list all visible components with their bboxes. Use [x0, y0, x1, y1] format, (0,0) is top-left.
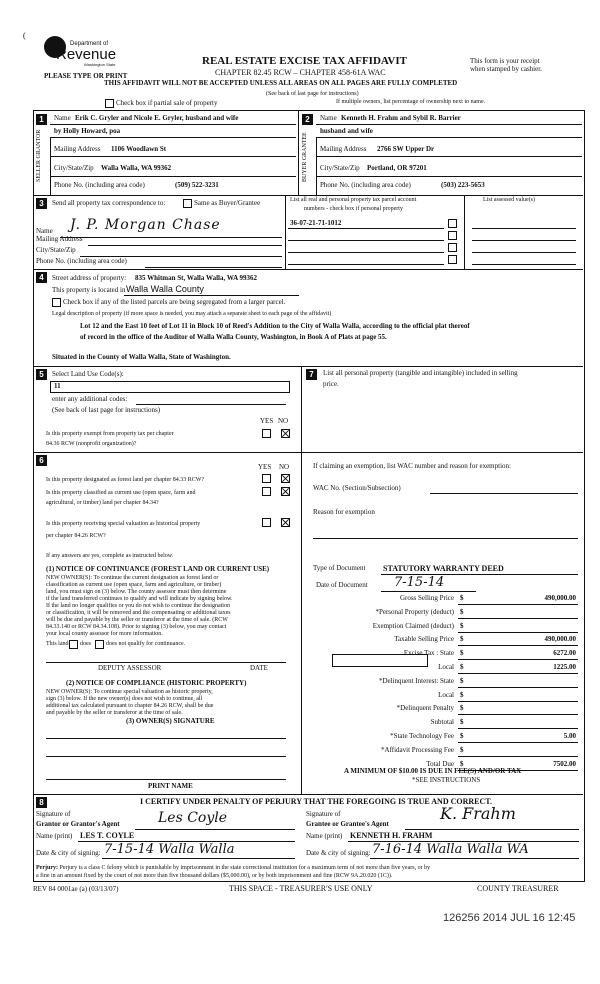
parcel-4-personal-checkbox[interactable]: [448, 255, 457, 264]
amount-value[interactable]: 490,000.00: [544, 635, 576, 643]
form-notice: THIS AFFIDAVIT WILL NOT BE ACCEPTED UNLESS ALL AREAS ON ALL PAGES ARE FULLY COMPLETED: [104, 79, 458, 87]
form-chapter: CHAPTER 82.45 RCW – CHAPTER 458-61A WAC: [215, 68, 386, 77]
amount-label: Local: [438, 691, 454, 699]
amount-label: Local: [438, 663, 454, 671]
dollar-sign: $: [460, 677, 464, 685]
see-instructions: *SEE INSTRUCTIONS: [412, 776, 481, 784]
s6-q1-yes-checkbox[interactable]: [262, 474, 271, 483]
amount-underline: [458, 673, 578, 674]
land-use-label: Select Land Use Code(s):: [52, 370, 124, 378]
grantee-sig-label-2: Grantee or Grantee's Agent: [306, 820, 389, 828]
please-type: PLEASE TYPE OR PRINT: [44, 72, 128, 80]
form-title: REAL ESTATE EXCISE TAX AFFIDAVIT: [202, 55, 407, 67]
s3-phone-label: Phone No. (including area code): [36, 257, 127, 265]
notice-1-line: your local county assessor for more information.: [46, 631, 163, 637]
recording-stamp: 126256 2014 JUL 16 12:45: [443, 912, 576, 924]
s5-q1-no-checkbox[interactable]: [281, 429, 290, 438]
s6-q2b: agricultural, or timber) land per chapter 84.34?: [46, 500, 159, 506]
amount-underline: [458, 604, 578, 605]
same-as-buyer-checkbox[interactable]: [183, 199, 192, 208]
amount-underline: [458, 645, 578, 646]
doc-type: STATUTORY WARRANTY DEED: [383, 564, 504, 573]
located-county: Walla Walla County: [126, 284, 204, 294]
doc-type-label: Type of Document: [313, 564, 366, 572]
amount-label: Taxable Selling Price: [394, 635, 454, 643]
grantee-date-city: 7-16-14 Walla Walla WA: [372, 842, 529, 857]
s6-q2-yes-checkbox[interactable]: [262, 487, 271, 496]
amount-value[interactable]: 1225.00: [553, 663, 576, 671]
buyer-phone-label: Phone No. (including area code): [320, 181, 411, 189]
notice-2-line: additional tax calculated pursuant to chapter 84.26 RCW, shall be due: [46, 703, 214, 709]
amount-label: *Delinquent Penalty: [396, 704, 454, 712]
s5-q1b: 84.36 RCW (nonprofit organization)?: [46, 441, 137, 447]
grantee-signature: K. Frahm: [440, 804, 516, 823]
notice-1-line: If the land no longer qualifies or you do not wish to continue the designation: [46, 603, 230, 609]
s5-q1-yes-checkbox[interactable]: [262, 429, 271, 438]
print-name-label: PRINT NAME: [148, 782, 193, 790]
same-as-buyer-label: Same as Buyer/Grantee: [194, 199, 261, 207]
personal-property-label-1: List all personal property (tangible and intangible) included in selling: [323, 369, 518, 377]
see-back: (See back of last page for instructions): [266, 91, 359, 97]
send-correspondence-label: Send all property tax correspondence to:: [52, 199, 166, 207]
perjury-heading: Perjury:: [36, 865, 58, 871]
street-address: 835 Whitman St, Walla Walla, WA 99362: [135, 274, 258, 282]
doc-date-label: Date of Document: [316, 581, 368, 589]
s5-no: NO: [278, 417, 289, 425]
exemption-label: If claiming an exemption, list WAC number and reason for exemption:: [313, 462, 511, 470]
assessed-header: List assessed value(s): [483, 197, 535, 203]
legal-line-2: of record in the office of the Auditor of Walla Walla County, Washington, in Book A of Plats at page 55.: [80, 333, 387, 341]
seller-side-label: SELLER GRANTOR: [36, 129, 42, 182]
section-1-badge: 1: [36, 114, 47, 125]
notice-2-line: NEW OWNER(S): To continue special valuation as historic property,: [46, 689, 213, 695]
this-land-label: This land: [46, 641, 69, 647]
amount-label: Subtotal: [430, 718, 454, 726]
dollar-sign: $: [460, 622, 464, 630]
seller-city: Walla Walla, WA 99362: [101, 164, 172, 172]
amount-label: *Affidavit Processing Fee: [381, 746, 454, 754]
personal-property-label-2: price.: [323, 380, 339, 388]
parcel-1-personal-checkbox[interactable]: [448, 219, 457, 228]
grantee-date-label: Date & city of signing:: [306, 849, 371, 857]
partial-sale-label: Check box if partial sale of property: [116, 99, 218, 107]
s6-q3-yes-checkbox[interactable]: [262, 518, 271, 527]
notice-1-line: 84.33.140 or RCW 84.34.108). Prior to signing (3) below, you may contact: [46, 624, 227, 630]
buyer-city-label: City/State/Zip: [320, 164, 360, 172]
amount-label: Excise Tax : State: [403, 649, 454, 657]
partial-sale-checkbox[interactable]: [105, 99, 114, 108]
dollar-sign: $: [460, 663, 464, 671]
amount-underline: [458, 728, 578, 729]
land-does-not-label: does not qualify for continuance.: [106, 641, 186, 647]
s6-q3-no-checkbox[interactable]: [281, 518, 290, 527]
corner-mark: (: [23, 31, 26, 40]
s3-mail-label: Mailing Address: [36, 235, 83, 243]
seller-name-label: Name: [54, 114, 71, 122]
buyer-mail: 2766 SW Upper Dr: [377, 145, 435, 153]
buyer-mail-label: Mailing Address: [320, 145, 367, 153]
amount-value[interactable]: 5.00: [563, 732, 576, 740]
assessor-date-label: DATE: [250, 664, 268, 672]
grantor-date-label: Date & city of signing:: [36, 849, 101, 857]
seller-mail-label: Mailing Address: [54, 145, 101, 153]
buyer-name: Kenneth H. Frahm and Sybil R. Barrier: [341, 114, 461, 122]
dollar-sign: $: [460, 608, 464, 616]
notice-1-title: (1) NOTICE OF CONTINUANCE (FOREST LAND OR CURRENT USE): [46, 565, 270, 573]
s3-name-handwritten: J. P. Morgan Chase: [70, 217, 221, 233]
deputy-assessor-label: DEPUTY ASSESSOR: [98, 664, 162, 672]
amount-underline: [458, 687, 578, 688]
amount-underline: [458, 742, 578, 743]
receipt-line1: This form is your receipt: [470, 57, 540, 65]
amount-underline: [458, 632, 578, 633]
grantor-print-name: LES T. COYLE: [80, 831, 135, 840]
legal-line-3: Situated in the County of Walla Walla, State of Washington.: [52, 353, 231, 361]
s6-q1: Is this property designated as forest land per chapter 84.33 RCW?: [46, 477, 205, 483]
grantee-sig-label-1: Signature of: [306, 810, 341, 818]
amount-label: Gross Selling Price: [399, 594, 454, 602]
if-any-yes: If any answers are yes, complete as instructed below.: [46, 553, 174, 559]
amount-underline: [458, 701, 578, 702]
s3-city-label: City/State/Zip: [36, 246, 76, 254]
dollar-sign: $: [460, 649, 464, 657]
seller-phone-label: Phone No. (including area code): [54, 181, 145, 189]
grantor-signature: Les Coyle: [158, 810, 228, 826]
amount-value[interactable]: 6272.00: [553, 649, 576, 657]
land-does-label: does: [80, 641, 91, 647]
treasurer-space: THIS SPACE - TREASURER'S USE ONLY: [229, 884, 373, 893]
amount-label: Exemption Claimed (deduct): [372, 622, 454, 630]
section-2-badge: 2: [302, 114, 313, 125]
amount-underline: [458, 756, 578, 757]
grantor-date-city: 7-15-14 Walla Walla: [104, 842, 235, 857]
dollar-sign: $: [460, 704, 464, 712]
s3-name-label: Name: [36, 227, 53, 235]
segregated-checkbox[interactable]: [52, 298, 61, 307]
seller-name: Erik C. Gryler and Nicole E. Gryler, husband and wife: [75, 114, 239, 122]
multiple-owners-note: If multiple owners, list percentage of ownership next to name.: [336, 99, 486, 105]
notice-3-title: (3) OWNER(S) SIGNATURE: [126, 717, 215, 725]
segregated-label: Check box if any of the listed parcels are being segregated from a larger parcel.: [63, 298, 286, 306]
land-does-checkbox[interactable]: [69, 640, 78, 649]
s6-q2a: Is this property classified as current use (open space, farm and: [46, 490, 196, 496]
notice-1-line: classification as current use (open space, farm and agriculture, or timber): [46, 582, 222, 588]
notice-1-line: or classification, it will be removed and the compensating or additional taxes: [46, 610, 231, 616]
grantee-print-name: KENNETH H. FRAHM: [350, 831, 433, 840]
perjury-text-1: Perjury is a class C felony which is punishable by imprisonment in the state correctional institution for a maximum term of not more than five years, or by: [59, 865, 431, 871]
amount-underline: [458, 618, 578, 619]
legal-label: Legal description of property (if more space is needed, you may attach a separate sheet to each page of the affidavit): [52, 311, 332, 317]
s6-yes: YES: [258, 463, 272, 471]
amount-value[interactable]: 490,000.00: [544, 594, 576, 602]
parcel-3-personal-checkbox[interactable]: [448, 243, 457, 252]
dept-name: Revenue: [56, 46, 117, 63]
dollar-sign: $: [460, 691, 464, 699]
land-use-code-field[interactable]: [50, 381, 290, 393]
dollar-sign: $: [460, 760, 464, 768]
additional-codes-label: enter any additional codes:: [52, 395, 128, 403]
seller-city-label: City/State/Zip: [54, 164, 94, 172]
amount-label: *Delinquent Interest: State: [378, 677, 454, 685]
amount-underline: [458, 714, 578, 715]
buyer-side-label: BUYER GRANTEE: [302, 132, 308, 182]
section-8-badge: 8: [36, 797, 47, 808]
parcel-header-2: numbers - check box if personal property: [304, 206, 403, 212]
land-does-not-checkbox[interactable]: [95, 640, 104, 649]
legal-line-1: Lot 12 and the East 10 feet of Lot 11 in Block 10 of Reed's Addition to the City of Walla Walla, according to the official plat thereof: [80, 322, 470, 330]
s6-q1-no-checkbox[interactable]: [281, 474, 290, 483]
notice-1-line: if the land transferred continues to qualify and will indicate by signing below.: [46, 596, 233, 602]
buyer-phone: (503) 223-5653: [441, 181, 485, 189]
amount-value[interactable]: 7502.00: [553, 760, 576, 768]
street-label: Street address of property:: [52, 274, 127, 282]
perjury-line-1: [36, 865, 430, 871]
amount-underline: [458, 659, 578, 660]
s6-q3b: per chapter 84.26 RCW?: [46, 533, 106, 539]
grantor-sig-label-1: Signature of: [36, 810, 71, 818]
notice-2-title: (2) NOTICE OF COMPLIANCE (HISTORIC PROPERTY): [66, 679, 247, 687]
located-label: This property is located in: [52, 286, 126, 294]
amount-label: Total Due: [426, 760, 454, 768]
s6-no: NO: [279, 463, 290, 471]
dollar-sign: $: [460, 635, 464, 643]
s5-q1a: Is this property exempt from property tax per chapter: [46, 431, 174, 437]
notice-1-line: will be due and payable by the seller or transferor at the time of sale. (RCW: [46, 617, 228, 623]
amount-label: *State Technology Fee: [390, 732, 454, 740]
notice-2-line: sign (3) below. If the new owner(s) does not wish to continue, all: [46, 696, 203, 702]
notice-1-line: land, you must sign on (3) below. The county assessor must then determine: [46, 589, 227, 595]
buyer-name-2: husband and wife: [320, 127, 373, 135]
buyer-name-label: Name: [320, 114, 337, 122]
dollar-sign: $: [460, 594, 464, 602]
s5-yes: YES: [260, 417, 274, 425]
s5-see-back: (See back of last page for instructions): [52, 406, 161, 414]
section-3-badge: 3: [36, 198, 47, 209]
receipt-line2: when stamped by cashier.: [470, 65, 542, 73]
parcel-header-1: List all real and personal property tax parcel account: [290, 197, 417, 203]
parcel-number: 36-07-21-71-1012: [290, 219, 342, 227]
land-use-code: 11: [54, 382, 61, 390]
grantee-name-label: Name (print): [306, 832, 343, 840]
dollar-sign: $: [460, 732, 464, 740]
reason-label: Reason for exemption: [313, 508, 375, 516]
grantor-sig-label-2: Grantor or Grantor's Agent: [36, 820, 120, 828]
local-code-box[interactable]: [332, 654, 428, 667]
dollar-sign: $: [460, 746, 464, 754]
notice-1-line: NEW OWNER(S): To continue the current designation as forest land or: [46, 575, 219, 581]
section-4-badge: 4: [36, 272, 47, 283]
perjury-line-2: a fine in an amount fixed by the court of not more than five thousand dollars ($5,000.00), or by both imprisonment and fine (RCW 9A.20.020 (1C)).: [36, 873, 393, 879]
amount-label: *Personal Property (deduct): [375, 608, 454, 616]
parcel-2-personal-checkbox[interactable]: [448, 231, 457, 240]
notice-2-line: and payable by the seller or transferor at the time of sale.: [46, 710, 183, 716]
county-treasurer: COUNTY TREASURER: [477, 884, 559, 893]
certify-statement: I CERTIFY UNDER PENALTY OF PERJURY THAT THE FOREGOING IS TRUE AND CORRECT.: [140, 797, 493, 806]
seller-phone: (509) 522-3231: [175, 181, 219, 189]
doc-date: 7-15-14: [394, 575, 445, 590]
seller-mail: 1106 Woodlawn St: [111, 145, 167, 153]
state-name: Washington State: [84, 62, 116, 67]
section-6-badge: 6: [36, 455, 47, 466]
wac-label: WAC No. (Section/Subsection): [313, 484, 401, 492]
s6-q2-no-checkbox[interactable]: [281, 487, 290, 496]
grantor-name-label: Name (print): [36, 832, 73, 840]
dollar-sign: $: [460, 718, 464, 726]
s6-q3a: Is this property receiving special valuation as historical property: [46, 521, 201, 527]
section-7-badge: 7: [306, 369, 317, 380]
section-5-badge: 5: [36, 369, 47, 380]
minimum-fee-note: A MINIMUM OF $10.00 IS DUE IN FEE(S) AND/OR TAX: [344, 767, 522, 775]
buyer-city: Portland, OR 97201: [367, 164, 427, 172]
seller-name-2: by Holly Howard, poa: [54, 127, 121, 135]
form-revision: REV 84 0001ae (a) (03/13/07): [33, 885, 119, 893]
dept-small: Department of: [70, 41, 109, 47]
